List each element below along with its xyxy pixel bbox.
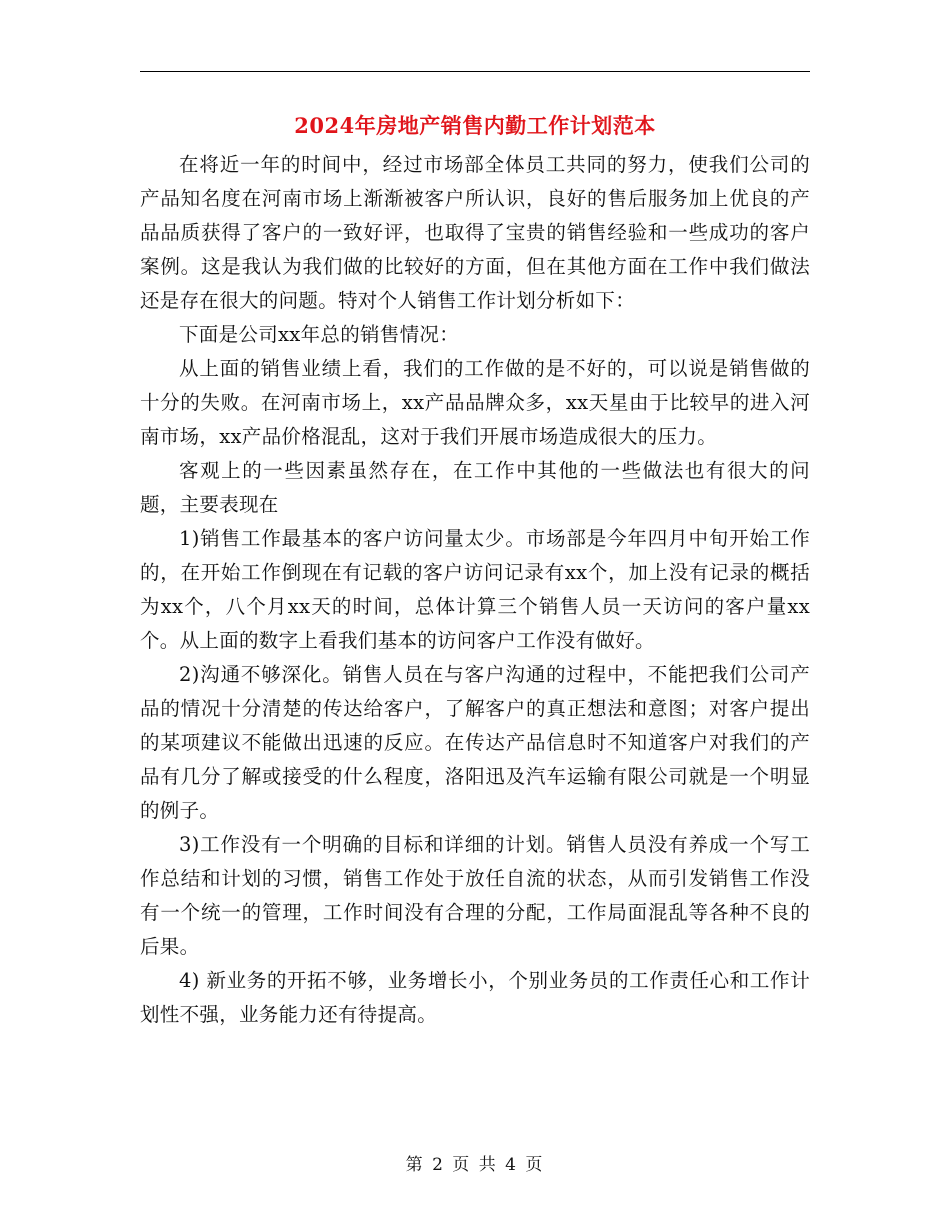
paragraph-point-2: 2)沟通不够深化。销售人员在与客户沟通的过程中，不能把我们公司产品的情况十分清楚的传达给客户，了解客户的真正想法和意图；对客户提出的某项建议不能做出迅速的反应。在传达产品信息时不知道客户对我们的产品有几分了解或接受的什么程度，洛阳迅及汽车运输有限公司就是一个明显的例子。 <box>140 663 810 822</box>
paragraph-point-4: 4) 新业务的开拓不够，业务增长小，个别业务员的工作责任心和工作计划性不强，业务能力还有待提高。 <box>140 969 810 1026</box>
document-title: 2024年房地产销售内勤工作计划范本 <box>294 113 656 138</box>
paragraph-point-3: 3)工作没有一个明确的目标和详细的计划。销售人员没有养成一个写工作总结和计划的习惯，销售工作处于放任自流的状态，从而引发销售工作没有一个统一的管理，工作时间没有合理的分配，工作局面混乱等各种不良的后果。 <box>140 833 810 958</box>
paragraph-problems-intro: 客观上的一些因素虽然存在，在工作中其他的一些做法也有很大的问题，主要表现在 <box>140 459 810 516</box>
paragraph-point-1: 1)销售工作最基本的客户访问量太少。市场部是今年四月中旬开始工作的，在开始工作倒现在有记载的客户访问记录有xx个，加上没有记录的概括为xx个，八个月xx天的时间，总体计算三个销售人员一天访问的客户量xx个。从上面的数字上看我们基本的访问客户工作没有做好。 <box>140 527 810 652</box>
paragraph-performance: 从上面的销售业绩上看，我们的工作做的是不好的，可以说是销售做的十分的失败。在河南市场上，xx产品品牌众多，xx天星由于比较早的进入河南市场，xx产品价格混乱，这对于我们开展市场造成很大的压力。 <box>140 357 810 448</box>
page-number: 第 2 页 共 4 页 <box>405 1155 545 1175</box>
header-rule <box>140 71 810 72</box>
document-body <box>140 148 810 1032</box>
paragraph-sales-summary: 下面是公司xx年总的销售情况： <box>179 323 459 346</box>
paragraph-intro: 在将近一年的时间中，经过市场部全体员工共同的努力，使我们公司的产品知名度在河南市场上渐渐被客户所认识，良好的售后服务加上优良的产品品质获得了客户的一致好评，也取得了宝贵的销售经验和一些成功的客户案例。这是我认为我们做的比较好的方面，但在其他方面在工作中我们做法还是存在很大的问题。特对个人销售工作计划分析如下： <box>140 153 810 312</box>
